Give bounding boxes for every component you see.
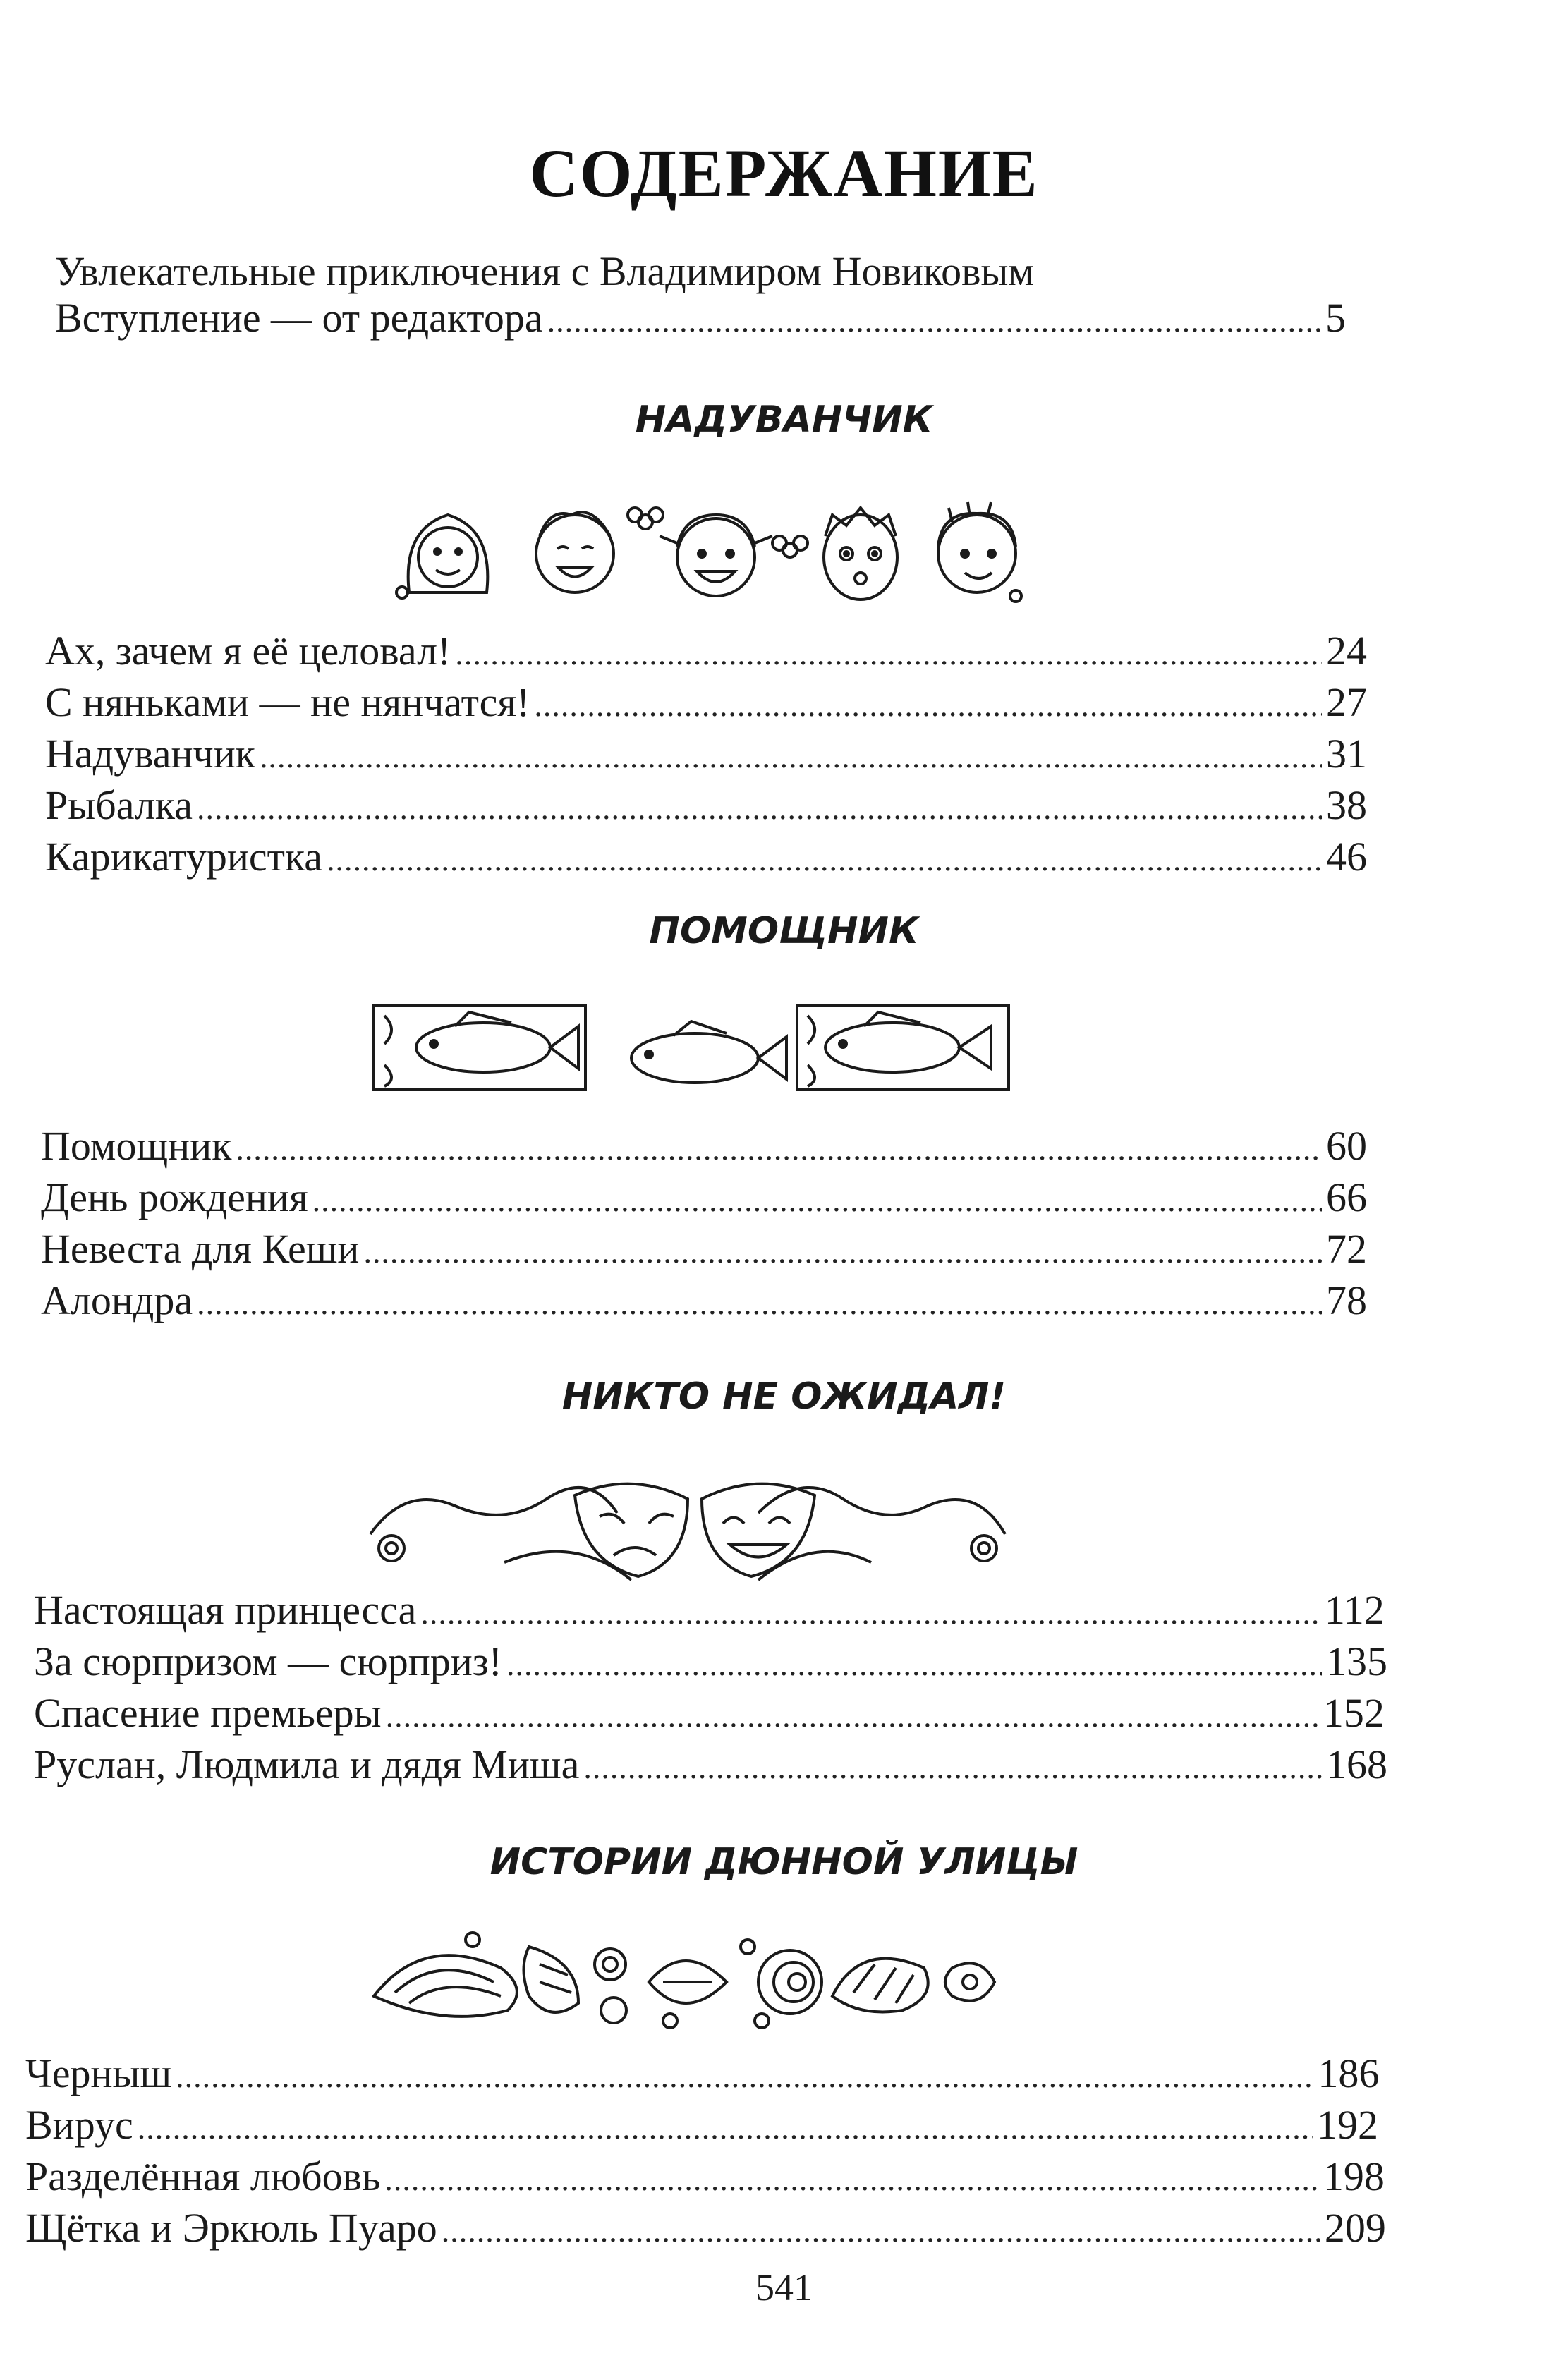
dot-leader [236,1124,1322,1173]
toc-entry-title: Настоящая принцесса [34,1587,417,1633]
dot-leader [420,1588,1320,1637]
toc-entry-title: Руслан, Людмила и дядя Миша [34,1741,580,1787]
toc-entry [25,2152,1385,2203]
dot-leader [197,784,1322,832]
toc-entry [34,1689,1385,1740]
section-heading: НИКТО НЕ ОЖИДАЛ! [561,1375,1007,1418]
toc-entry-page: 209 [1324,2205,1386,2251]
toc-entry-title: Алондра [41,1277,193,1323]
toc-entry-page: 186 [1318,2050,1380,2096]
toc-entry-title: Спасение премьеры [34,1690,382,1736]
dot-leader [197,1279,1322,1327]
toc-entry-title: Вирус [25,2102,133,2148]
toc-entry [45,678,1367,729]
toc-entry-title: С няньками — не нянчатся! [45,679,530,725]
toc-entry-title: День рождения [41,1174,308,1220]
toc-entry [41,1224,1367,1276]
dot-leader [506,1640,1322,1689]
toc-entry-page: 31 [1326,731,1367,777]
dot-leader [138,2103,1313,2152]
toc-entry-page: 46 [1326,834,1367,880]
toc-entry-page: 192 [1317,2102,1379,2148]
toc-entry [45,626,1367,678]
dot-leader [312,1176,1322,1224]
toc-entry-page: 72 [1326,1226,1367,1272]
dot-leader [260,732,1322,781]
dot-leader [442,2206,1320,2255]
toc-list [25,2049,1386,2255]
toc-entry-page: 78 [1326,1277,1367,1323]
page-title: СОДЕРЖАНИЕ [529,135,1039,211]
toc-entry [55,295,1346,344]
toc-entry-page: 198 [1323,2153,1385,2199]
toc-entry-title: Невеста для Кеши [41,1226,360,1272]
dot-leader [176,2052,1313,2101]
toc-entry [41,1276,1367,1327]
toc-entry [25,2203,1386,2255]
seashells-illustration [367,1926,1016,2031]
toc-entry-page: 168 [1326,1741,1387,1787]
toc-entry [25,2101,1379,2152]
toc-entry-page: 152 [1323,1690,1385,1736]
dot-leader [363,1227,1322,1276]
page-number: 541 [755,2266,813,2309]
toc-entry [34,1740,1387,1792]
toc-entry-title: Помощник [41,1123,232,1169]
toc-entry-page: 60 [1326,1123,1367,1169]
toc-entry [45,832,1367,884]
dot-leader [327,835,1322,884]
section-heading: ПОМОЩНИК [649,910,919,952]
section-heading: ИСТОРИИ ДЮННОЙ УЛИЦЫ [490,1841,1078,1883]
toc-entry-title: Вступление — от редактора [55,295,543,341]
toc-entry-page: 66 [1326,1174,1367,1220]
intro-block [55,248,1346,344]
toc-entry-title: Щётка и Эркюль Пуаро [25,2205,437,2251]
toc-entry-page: 24 [1326,628,1367,674]
intro-line: Увлекательные приключения с Владимиром Новиковым [55,248,1035,294]
fish-illustration [370,995,1026,1100]
dot-leader [534,681,1322,729]
toc-entry [34,1586,1385,1637]
dot-leader [384,2155,1318,2203]
toc-entry [25,2049,1380,2101]
toc-entry-page: 135 [1326,1639,1387,1684]
toc-list [41,1121,1367,1327]
toc-list [45,626,1367,884]
toc-entry [45,781,1367,832]
toc-entry-page: 112 [1324,1587,1385,1633]
section-heading: НАДУВАНЧИК [635,399,933,441]
dot-leader [547,298,1320,344]
toc-entry-title: Карикатуристка [45,834,323,880]
toc-entry [41,1173,1367,1224]
toc-entry-title: Разделённая любовь [25,2153,381,2199]
toc-entry-page: 27 [1326,679,1367,725]
toc-entry [45,729,1367,781]
toc-entry-title: Черныш [25,2050,172,2096]
toc-list [34,1586,1387,1792]
dot-leader [583,1743,1322,1792]
dot-leader [455,629,1322,678]
toc-entry [34,1637,1387,1689]
toc-entry-title: Рыбалка [45,782,193,828]
children-faces-illustration [381,487,1030,607]
toc-entry-title: Ах, зачем я её целовал! [45,628,451,674]
toc-entry-title: За сюрпризом — сюрприз! [34,1639,502,1684]
toc-entry-page: 38 [1326,782,1367,828]
toc-entry [41,1121,1367,1173]
theatre-masks-illustration [363,1457,1012,1583]
toc-entry-title: Надуванчик [45,731,255,777]
toc-entry-page: 5 [1325,295,1346,341]
dot-leader [386,1691,1319,1740]
